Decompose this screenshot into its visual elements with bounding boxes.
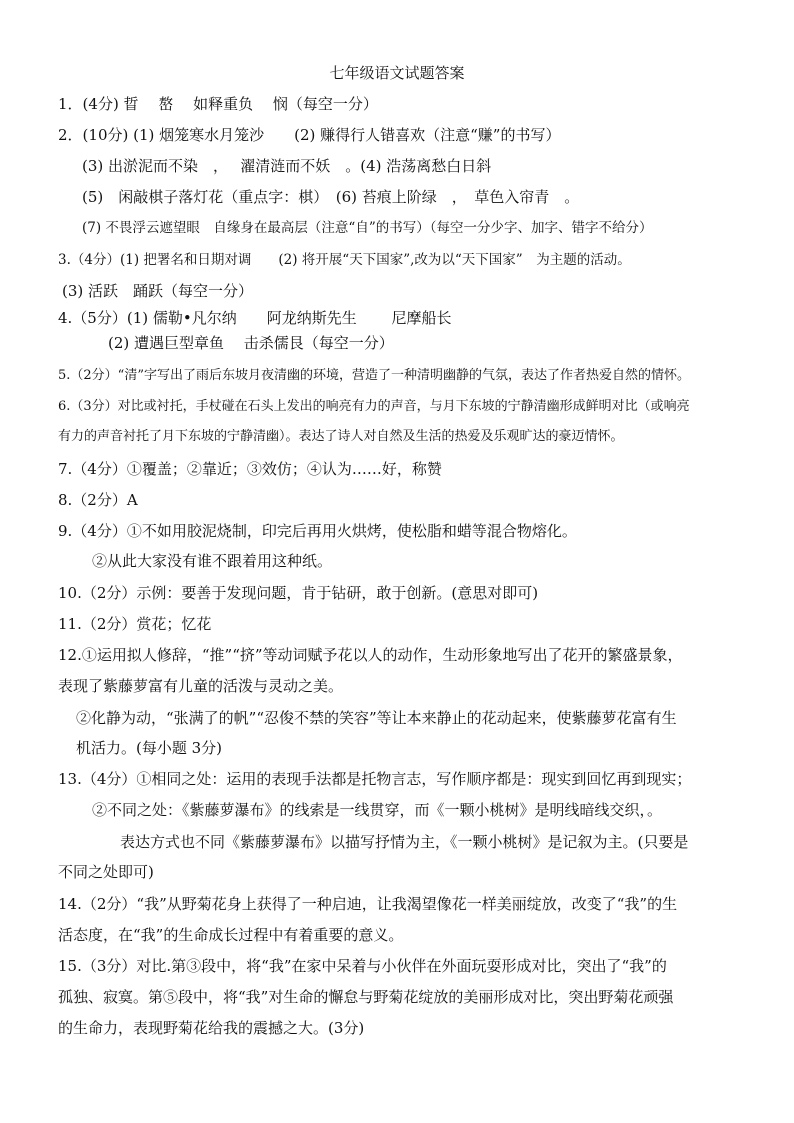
answer-line-4: 4.（5分）(1) 儒勒•凡尔纳 阿龙纳斯先生 尼摩船长 xyxy=(58,309,452,327)
answer-line-12-cont-c: 机活力。(每小题 3分) xyxy=(76,739,223,757)
answer-line-9: 9.（4分）①不如用胶泥烧制，印完后再用火烘烤，使松脂和蜡等混合物熔化。 xyxy=(58,522,577,540)
answer-line-13: 13.（4分）①相同之处：运用的表现手法都是托物言志，写作顺序都是：现实到回忆再到现实； xyxy=(58,770,692,788)
answer-line-12-cont-a: 表现了紫藤萝富有儿童的活泼与灵动之美。 xyxy=(58,677,344,695)
answer-line-2: 2．(10分) (1) 烟笼寒水月笼沙 (2) 赚得行人错喜欢（注意“赚”的书写） xyxy=(58,126,561,144)
answer-line-14: 14.（2分）“我”从野菊花身上获得了一种启迪，让我渴望像花一样美丽绽放，改变了“我”的生 xyxy=(58,895,678,913)
answer-line-8: 8.（2分）A xyxy=(58,491,138,509)
document-title: 七年级语文试题答案 xyxy=(329,64,465,82)
answer-line-10: 10.（2分）示例：要善于发现问题，肯于钻研，敢于创新。(意思对即可) xyxy=(58,584,539,602)
answer-line-12-cont-b: ②化静为动，“张满了的帆”“忍俊不禁的笑容”等让本来静止的花动起来，使紫藤萝花富有生 xyxy=(76,709,677,727)
answer-line-13-cont-a: ②不同之处：《紫藤萝瀑布》的线索是一线贯穿，而《一颗小桃树》是明线暗线交织，。 xyxy=(92,801,663,819)
answer-line-5: 5.（2分）“清”字写出了雨后东坡月夜清幽的环境，营造了一种清明幽静的气氛，表达了作者热爱自然的情怀。 xyxy=(58,368,690,383)
answer-line-15-cont-b: 的生命力，表现野菊花给我的震撼之大。(3分) xyxy=(58,1019,365,1037)
answer-line-7: 7.（4分）①覆盖；②靠近；③效仿；④认为……好，称赞 xyxy=(58,460,442,478)
answer-line-4-cont: (2) 遭遇巨型章鱼 击杀儒艮（每空一分） xyxy=(108,334,394,352)
answer-line-13-cont-b: 表达方式也不同《紫藤萝瀑布》以描写抒情为主，《一颗小桃树》是记叙为主。(只要是 xyxy=(120,833,689,851)
answer-line-9-cont: ②从此大家没有谁不跟着用这种纸。 xyxy=(92,552,333,570)
answer-line-15-cont-a: 孤独、寂寞。第⑤段中，将“我”对生命的懈怠与野菊花绽放的美丽形成对比，突出野菊花顽强 xyxy=(58,988,674,1006)
answer-line-2-cont-c: (7) 不畏浮云遮望眼 自缘身在最高层（注意“自”的书写）（每空一分少字、加字、错字不给分） xyxy=(82,220,653,236)
answer-line-1: 1．(4分) 晢 嶅 如释重负 悯（每空一分） xyxy=(58,95,378,113)
answer-line-2-cont-b: (5) 闲敲棋子落灯花（重点字：棋） (6) 苔痕上阶绿 ， 草色入帘青 。 xyxy=(82,188,580,206)
answer-line-12: 12.①运用拟人修辞，“推”“挤”等动词赋予花以人的动作，生动形象地写出了花开的繁盛景象， xyxy=(58,646,683,664)
answer-line-3-cont: (3) 活跃 踊跃（每空一分） xyxy=(62,282,254,300)
answer-line-2-cont-a: (3) 出淤泥而不染 ， 濯清涟而不妖 。(4) 浩荡离愁白日斜 xyxy=(82,157,492,175)
answer-line-11: 11.（2分）赏花；忆花 xyxy=(58,615,212,633)
answer-line-6: 6.（3分）对比或衬托，手杖碰在石头上发出的响亮有力的声音，与月下东坡的宁静清幽形成鲜明对比（或响亮 xyxy=(58,399,690,414)
answer-line-13-cont-c: 不同之处即可) xyxy=(58,863,154,881)
answer-line-6-cont: 有力的声音衬托了月下东坡的宁静清幽）。表达了诗人对自然及生活的热爱及乐观旷达的豪迈情怀。 xyxy=(58,429,624,444)
answer-line-3: 3.（4分）(1) 把署名和日期对调 (2) 将开展“天下国家”,改为以“天下国家” 为主题的活动。 xyxy=(58,252,631,268)
answer-line-14-cont: 活态度，在“我”的生命成长过程中有着重要的意义。 xyxy=(58,926,404,944)
answer-line-15: 15.（3分）对比.第③段中，将“我”在家中呆着与小伙伴在外面玩耍形成对比，突出了“我”的 xyxy=(58,957,667,975)
